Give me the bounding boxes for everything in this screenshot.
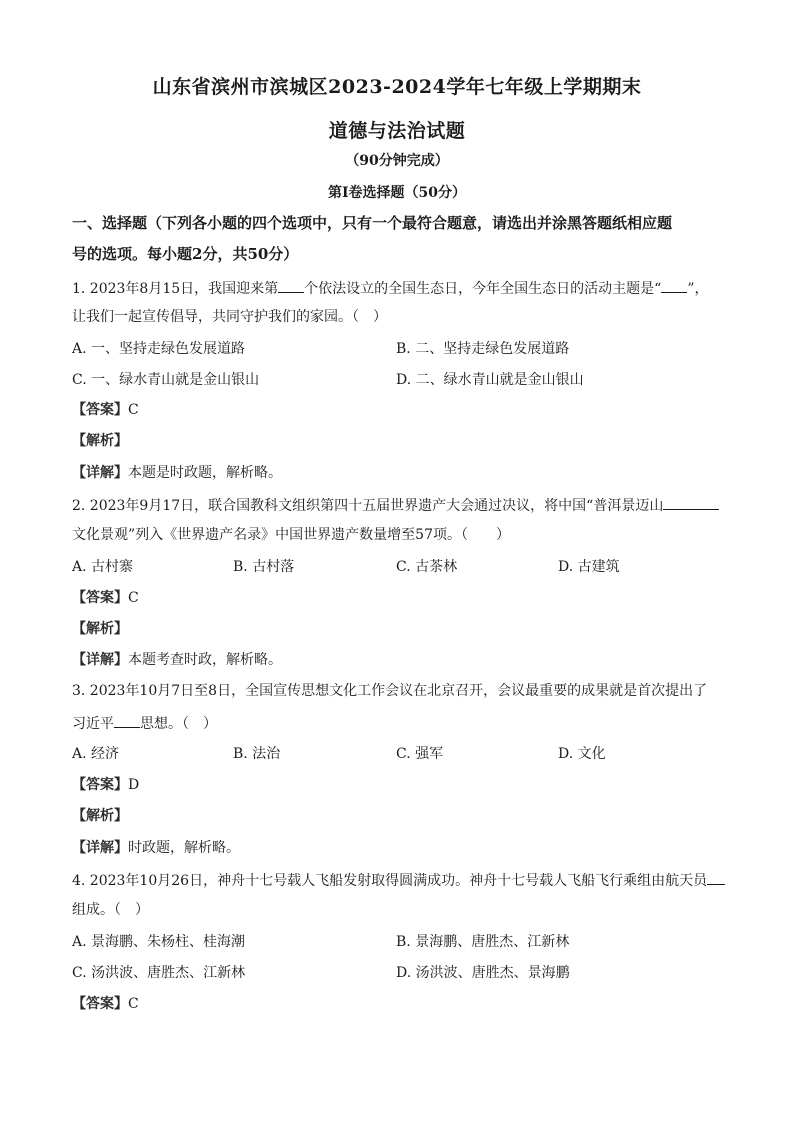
- instructions-line-1: 一、选择题（下列各小题的四个选项中，只有一个最符合题意，请选出并涂黑答题纸相应题: [72, 214, 673, 232]
- question-3-detail-text: 时政题，解析略。: [128, 840, 240, 856]
- question-3-stem: 3. 2023年10月7日至8日，全国宣传思想文化工作会议在北京召开，会议最重要的成果就是首次提出了: [72, 683, 708, 699]
- question-3-blank: [114, 713, 140, 728]
- question-1-stem: [72, 278, 709, 298]
- question-1-detail-text: 本题是时政题，解析略。: [128, 465, 282, 481]
- exam-title: 山东省滨州市滨城区2023-2024学年七年级上学期期末: [152, 76, 642, 98]
- question-2-detail-text: 本题考查时政，解析略。: [128, 652, 282, 668]
- question-3-option-a: A. 经济: [72, 746, 120, 762]
- detail-label: 【详解】: [72, 652, 128, 668]
- question-2-analysis: [72, 620, 128, 638]
- question-1-stem-part-b: 个依法设立的全国生态日，今年全国生态日的活动主题是“: [304, 281, 662, 297]
- question-4-answer: [72, 995, 139, 1013]
- analysis-label: 【解析】: [72, 433, 128, 449]
- question-2-option-c: C. 古茶林: [396, 559, 458, 575]
- instructions-line-2: 号的选项。每小题2分，共50分）: [72, 245, 299, 263]
- question-1-blank-1: [278, 278, 304, 293]
- question-4-option-b: B. 景海鹏、唐胜杰、江新林: [396, 934, 570, 950]
- analysis-label: 【解析】: [72, 621, 128, 637]
- answer-label: 【答案】: [72, 590, 128, 606]
- question-3-stem-part-b: 思想。（ ）: [140, 716, 217, 732]
- question-2-answer-value: C: [128, 590, 139, 606]
- exam-subtitle: 道德与法治试题: [328, 120, 466, 142]
- answer-label: 【答案】: [72, 402, 128, 418]
- question-3-option-b: B. 法治: [233, 746, 281, 762]
- question-3-analysis: [72, 807, 128, 825]
- detail-label: 【详解】: [72, 840, 128, 856]
- question-1-option-d: D. 二、绿水青山就是金山银山: [396, 372, 584, 388]
- question-4-option-a: A. 景海鹏、朱杨柱、桂海潮: [72, 934, 246, 950]
- question-1-stem-part-a: 1. 2023年8月15日，我国迎来第: [72, 281, 279, 297]
- question-3-answer: [72, 776, 139, 794]
- exam-duration: （90分钟完成）: [345, 153, 449, 169]
- question-4-option-d: D. 汤洪波、唐胜杰、景海鹏: [396, 965, 570, 981]
- question-3-answer-value: D: [128, 777, 140, 793]
- section-heading: 第Ⅰ卷选择题（50分）: [327, 185, 467, 201]
- answer-label: 【答案】: [72, 777, 128, 793]
- question-1-stem-line-2: 让我们一起宣传倡导，共同守护我们的家园。（ ）: [72, 309, 387, 325]
- question-2-option-b: B. 古村落: [233, 559, 295, 575]
- question-2-option-a: A. 古村寨: [72, 559, 134, 575]
- question-2-detail: [72, 651, 282, 669]
- analysis-label: 【解析】: [72, 808, 128, 824]
- detail-label: 【详解】: [72, 465, 128, 481]
- question-1-option-b: B. 二、坚持走绿色发展道路: [396, 341, 570, 357]
- question-2-blank: [663, 495, 719, 510]
- question-1-answer: [72, 401, 139, 419]
- question-1-blank-2: [661, 278, 687, 293]
- question-1-stem-part-c: ”，: [687, 281, 709, 297]
- question-2-answer: [72, 589, 139, 607]
- question-4-stem: [72, 870, 725, 890]
- question-4-option-c: C. 汤洪波、唐胜杰、江新林: [72, 965, 246, 981]
- question-3-detail: [72, 839, 240, 857]
- question-1-option-a: A. 一、坚持走绿色发展道路: [72, 341, 246, 357]
- question-1-option-c: C. 一、绿水青山就是金山银山: [72, 372, 260, 388]
- question-4-blank: [707, 870, 725, 885]
- question-2-stem-part-a: 2. 2023年9月17日，联合国教科文组织第四十五届世界遗产大会通过决议，将中国“普洱景迈山: [72, 498, 664, 514]
- question-3-option-c: C. 强军: [396, 746, 444, 762]
- question-1-detail: [72, 464, 282, 482]
- question-3-stem-line-2: [72, 713, 217, 733]
- question-1-analysis: [72, 432, 128, 450]
- question-3-stem-part-a: 习近平: [72, 716, 114, 732]
- question-2-stem: [72, 495, 719, 515]
- answer-label: 【答案】: [72, 996, 128, 1012]
- question-4-stem-line-2: 组成。（ ）: [72, 902, 149, 918]
- question-3-option-d: D. 文化: [558, 746, 606, 762]
- question-1-answer-value: C: [128, 402, 139, 418]
- question-4-answer-value: C: [128, 996, 139, 1012]
- question-4-stem-part-a: 4. 2023年10月26日，神舟十七号载人飞船发射取得圆满成功。神舟十七号载人飞船飞行乘组由航天员: [72, 873, 708, 889]
- question-2-stem-line-2: 文化景观”列入《世界遗产名录》中国世界遗产数量增至57项。（ ）: [72, 527, 510, 543]
- question-2-option-d: D. 古建筑: [558, 559, 620, 575]
